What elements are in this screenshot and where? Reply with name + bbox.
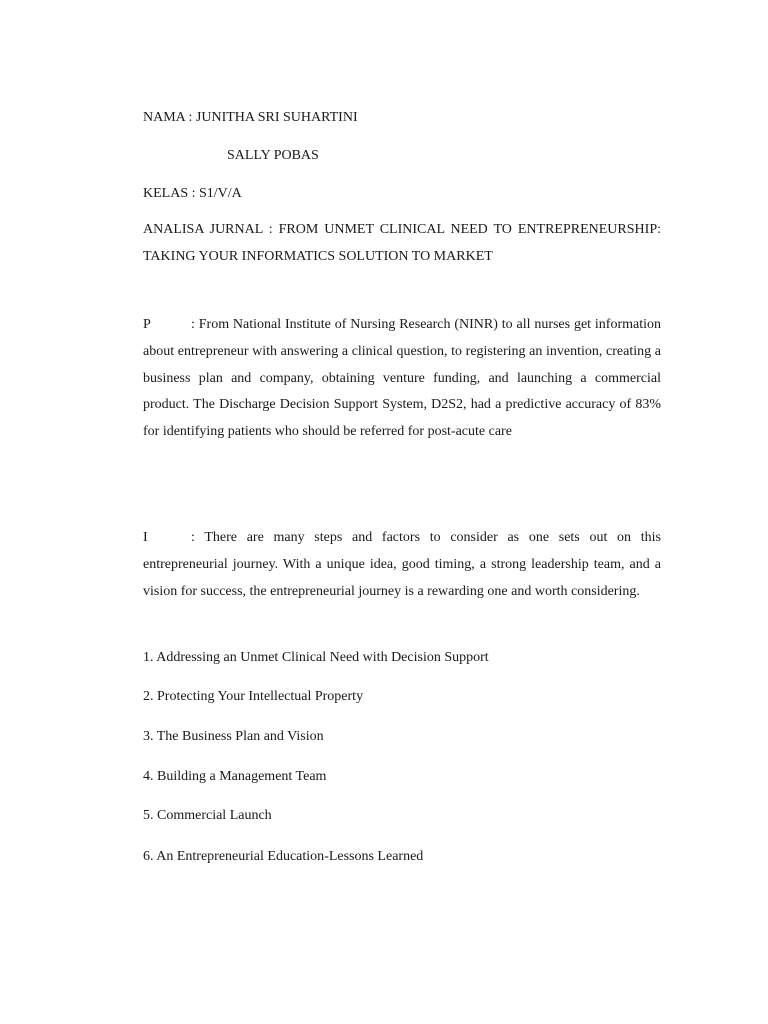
student-name-line: NAMA : JUNITHA SRI SUHARTINI (143, 110, 358, 125)
section-i-paragraph (143, 525, 661, 605)
section-p-paragraph (143, 312, 661, 446)
class-line: KELAS : S1/V/A (143, 186, 242, 201)
section-i-text: : There are many steps and factors to consider as one sets out on this entrepreneurial journey. With a unique idea, good timing, a strong leadership team, and a vision for success, the entrepreneurial journey is a rewarding one and worth considering. (143, 530, 661, 599)
list-item: 5. Commercial Launch (143, 808, 272, 823)
second-student-name: SALLY POBAS (227, 148, 319, 163)
list-item: 6. An Entrepreneurial Education-Lessons Learned (143, 849, 424, 864)
section-p-tag: P (143, 317, 151, 332)
list-item: 3. The Business Plan and Vision (143, 729, 324, 744)
section-p-text: : From National Institute of Nursing Research (NINR) to all nurses get information about entrepreneur with answering a clinical question, to registering an invention, creating a business plan and company, obtaining venture funding, and launching a commercial product. The Discharge Decision Support System, D2S2, had a predictive accuracy of 83% for identifying patients who should be referred for post-acute care (143, 317, 661, 440)
list-item: 2. Protecting Your Intellectual Property (143, 689, 364, 704)
journal-title: ANALISA JURNAL : FROM UNMET CLINICAL NEED TO ENTREPRENEURSHIP: TAKING YOUR INFORMATICS SOLUTION TO MARKET (143, 222, 661, 264)
list-item: 1. Addressing an Unmet Clinical Need with Decision Support (143, 650, 489, 665)
list-item: 4. Building a Management Team (143, 769, 327, 784)
section-i-tag: I (143, 530, 148, 545)
